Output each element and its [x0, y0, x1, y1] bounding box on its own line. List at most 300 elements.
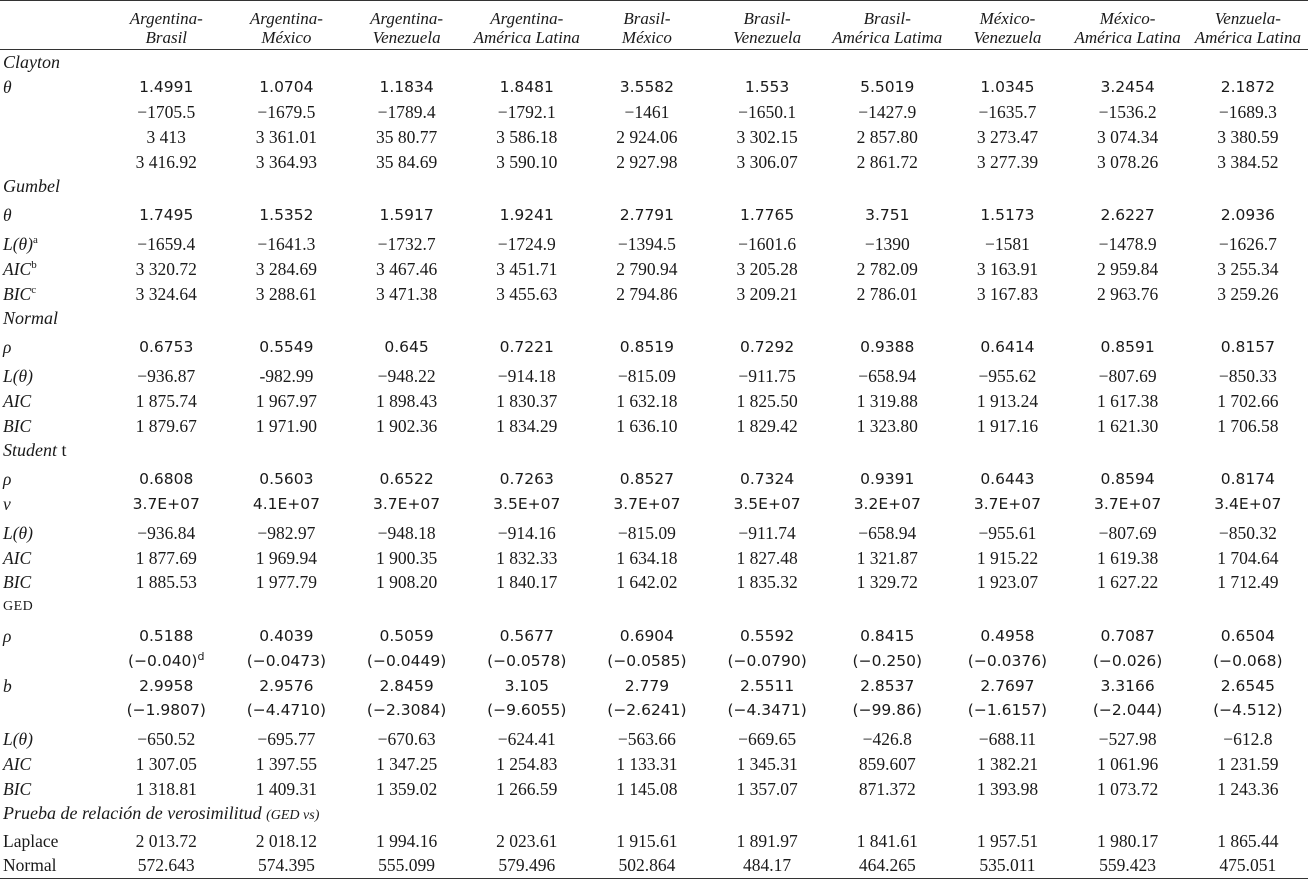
- table-cell: [587, 698, 707, 723]
- table-cell: [1068, 75, 1188, 100]
- table-cell: [226, 331, 346, 360]
- cell-value: 0.6904: [619, 626, 675, 645]
- table-cell: [226, 388, 346, 413]
- table-cell: [106, 698, 226, 723]
- table-cell: [226, 545, 346, 570]
- section-title-text: Clayton: [3, 52, 60, 73]
- table-cell: [707, 776, 827, 801]
- col-header: Brasil- México: [587, 1, 707, 50]
- section-row: [0, 438, 1308, 463]
- cell-value: 1.5352: [259, 206, 314, 225]
- cell-value: 1 835.32: [736, 572, 798, 593]
- table-cell: [587, 228, 707, 257]
- cell-value: 1 329.72: [856, 572, 918, 593]
- cell-value: 0.8174: [1220, 470, 1275, 489]
- section-row: [0, 306, 1308, 331]
- section-title: [0, 174, 1308, 199]
- cell-value: 2.779: [624, 676, 670, 695]
- table-cell: [106, 388, 226, 413]
- table-cell: [707, 828, 827, 853]
- cell-value: (−0.250): [852, 651, 922, 670]
- table-cell: [947, 124, 1067, 149]
- col-header: México- Venezuela: [947, 1, 1067, 50]
- table-cell: [587, 281, 707, 306]
- row-label: [0, 388, 106, 413]
- table-cell: [226, 281, 346, 306]
- cell-value: 3 467.46: [375, 258, 438, 279]
- cell-value: (−2.6241): [607, 701, 687, 720]
- table-cell: [226, 673, 346, 698]
- table-cell: [1068, 828, 1188, 853]
- cell-value: 1 636.10: [616, 415, 678, 436]
- table-cell: [1188, 388, 1308, 413]
- table-cell: [467, 100, 587, 125]
- table-cell: [827, 545, 947, 570]
- cell-value: 0.7263: [499, 470, 554, 489]
- cell-value: (−9.6055): [487, 701, 567, 720]
- table-cell: [947, 492, 1067, 517]
- cell-value: 3 288.61: [255, 283, 318, 304]
- cell-value: 1.5173: [980, 206, 1035, 225]
- cell-value: 572.643: [137, 855, 195, 876]
- section-title-text: Normal: [3, 308, 59, 329]
- cell-value: −563.66: [617, 729, 676, 750]
- cell-value: 555.099: [378, 855, 436, 876]
- table-cell: [587, 620, 707, 649]
- cell-value: −1679.5: [257, 101, 316, 122]
- table-cell: [226, 360, 346, 389]
- cell-value: 35 84.69: [375, 151, 438, 172]
- table-cell: [1188, 570, 1308, 595]
- cell-value: 0.6522: [379, 470, 434, 489]
- table-cell: [467, 516, 587, 545]
- table-cell: [947, 75, 1067, 100]
- table-cell: [347, 723, 467, 752]
- table-cell: [347, 75, 467, 100]
- cell-value: 1 877.69: [135, 547, 197, 568]
- table-row: [0, 388, 1308, 413]
- cell-value: 2 018.12: [255, 830, 318, 851]
- table-cell: [1068, 413, 1188, 438]
- table-row: [0, 723, 1308, 752]
- cell-value: 0.4039: [259, 626, 314, 645]
- table-cell: [947, 199, 1067, 228]
- cell-value: 1 359.02: [375, 778, 438, 799]
- row-label: [0, 492, 106, 517]
- cell-value: 0.6414: [980, 338, 1035, 357]
- table-cell: [587, 776, 707, 801]
- table-cell: [347, 360, 467, 389]
- cell-value: 0.6443: [980, 470, 1035, 489]
- section-title-suffix: t: [61, 440, 67, 461]
- cell-value: 1 712.49: [1217, 572, 1279, 593]
- row-label: [0, 75, 106, 100]
- cell-value: (−2.044): [1092, 701, 1163, 720]
- cell-value: −948.18: [377, 522, 436, 543]
- cell-value: −1635.7: [978, 101, 1037, 122]
- table-cell: [226, 752, 346, 777]
- table-cell: [707, 620, 827, 649]
- cell-value: −1641.3: [257, 233, 316, 254]
- table-cell: [226, 648, 346, 673]
- cell-value: −850.32: [1218, 522, 1277, 543]
- cell-value: 0.4958: [980, 626, 1035, 645]
- cell-value: 0.645: [384, 338, 429, 357]
- table-cell: [827, 331, 947, 360]
- table-row: [0, 149, 1308, 174]
- row-label: [0, 673, 106, 698]
- cell-value: 0.8527: [619, 470, 675, 489]
- cell-value: 1.4991: [139, 78, 194, 97]
- table-cell: [947, 388, 1067, 413]
- cell-value: 3 364.93: [255, 151, 318, 172]
- row-label-text: L(θ): [3, 522, 33, 543]
- table-cell: [827, 100, 947, 125]
- table-cell: [106, 570, 226, 595]
- cell-value: 1 829.42: [736, 415, 798, 436]
- table-cell: [467, 620, 587, 649]
- cell-value: −1626.7: [1218, 233, 1277, 254]
- table-cell: [827, 828, 947, 853]
- table-cell: [347, 673, 467, 698]
- cell-value: 2.9958: [139, 676, 194, 695]
- row-label-text: L(θ): [3, 729, 33, 750]
- table-row: [0, 752, 1308, 777]
- cell-value: 1 834.29: [496, 415, 558, 436]
- table-cell: [467, 648, 587, 673]
- table-cell: [1068, 388, 1188, 413]
- table-cell: [1068, 570, 1188, 595]
- section-title-text: GED: [3, 599, 34, 615]
- table-cell: [587, 100, 707, 125]
- col-header: Argentina- América Latina: [467, 1, 587, 50]
- table-cell: [467, 545, 587, 570]
- table-cell: [707, 673, 827, 698]
- cell-value: −1789.4: [377, 101, 436, 122]
- table-cell: [347, 776, 467, 801]
- table-cell: [1188, 516, 1308, 545]
- cell-value: 1 254.83: [496, 753, 558, 774]
- footnote-marker: b: [31, 258, 37, 271]
- table-cell: [587, 388, 707, 413]
- cell-value: 3 167.83: [976, 283, 1039, 304]
- cell-value: 3.751: [865, 206, 910, 225]
- cell-value: 1 902.36: [375, 415, 438, 436]
- table-cell: [226, 492, 346, 517]
- table-cell: [1068, 256, 1188, 281]
- table-cell: [467, 828, 587, 853]
- cell-value: 1.9241: [499, 206, 554, 225]
- cell-value: 0.7324: [739, 470, 795, 489]
- cell-value: −955.62: [978, 365, 1037, 386]
- cell-value: 579.496: [498, 855, 556, 876]
- cell-value: 2 023.61: [496, 830, 558, 851]
- table-cell: [106, 620, 226, 649]
- table-row: [0, 776, 1308, 801]
- table-cell: [827, 648, 947, 673]
- cell-value: 2 013.72: [135, 830, 197, 851]
- table-cell: [467, 570, 587, 595]
- cell-value: 2 927.98: [616, 151, 678, 172]
- table-cell: [1188, 199, 1308, 228]
- table-cell: [947, 776, 1067, 801]
- table-cell: [587, 673, 707, 698]
- cell-value: 0.8591: [1100, 338, 1155, 357]
- table-cell: [587, 570, 707, 595]
- cell-value: 3.7E+07: [1094, 494, 1162, 513]
- cell-value: −658.94: [858, 365, 917, 386]
- cell-value: 1 634.18: [616, 547, 678, 568]
- cell-value: 2.9576: [259, 676, 314, 695]
- cell-value: −807.69: [1098, 365, 1157, 386]
- cell-value: 3.2454: [1100, 78, 1155, 97]
- cell-value: 3 209.21: [736, 283, 798, 304]
- table-cell: [1188, 723, 1308, 752]
- section-row: [0, 174, 1308, 199]
- row-label: [0, 413, 106, 438]
- table-cell: [1188, 752, 1308, 777]
- table-cell: [226, 828, 346, 853]
- cell-value: 3.5E+07: [733, 494, 801, 513]
- section-title: [0, 438, 1308, 463]
- cell-value: 0.5677: [499, 626, 554, 645]
- row-label: [0, 698, 106, 723]
- cell-value: 3 273.47: [976, 126, 1039, 147]
- col-header: Brasil- Venezuela: [707, 1, 827, 50]
- row-label: [0, 199, 106, 228]
- table-cell: [106, 723, 226, 752]
- row-label: [0, 516, 106, 545]
- row-label-text: AIC: [3, 753, 32, 774]
- table-cell: [587, 463, 707, 492]
- cell-value: −669.65: [738, 729, 797, 750]
- table-cell: [347, 516, 467, 545]
- cell-value: 3 163.91: [976, 258, 1039, 279]
- table-cell: [1188, 776, 1308, 801]
- table-cell: [947, 331, 1067, 360]
- cell-value: (−4.512): [1213, 701, 1283, 720]
- table-cell: [347, 698, 467, 723]
- cell-value: 1 347.25: [375, 753, 438, 774]
- table-cell: [707, 388, 827, 413]
- row-label: [0, 124, 106, 149]
- cell-value: 2 794.86: [616, 283, 678, 304]
- table-cell: [707, 331, 827, 360]
- cell-value: 1 133.31: [616, 753, 678, 774]
- table-cell: [1188, 256, 1308, 281]
- cell-value: 1 642.02: [616, 572, 678, 593]
- table-cell: [467, 413, 587, 438]
- cell-value: 1 621.30: [1096, 415, 1159, 436]
- cell-value: 1 266.59: [496, 778, 558, 799]
- table-cell: [1068, 620, 1188, 649]
- table-cell: [1068, 100, 1188, 125]
- cell-value: 3.7E+07: [613, 494, 681, 513]
- cell-value: 3 380.59: [1217, 126, 1279, 147]
- cell-value: 3 413: [146, 126, 186, 147]
- cell-value: 1 409.31: [255, 778, 318, 799]
- table-cell: [947, 463, 1067, 492]
- cell-value: 2.8459: [379, 676, 434, 695]
- table-row: [0, 281, 1308, 306]
- table-cell: [707, 545, 827, 570]
- table-cell: [1188, 360, 1308, 389]
- row-label: [0, 828, 106, 853]
- cell-value: 1.8481: [499, 78, 554, 97]
- table-cell: [1068, 463, 1188, 492]
- table-row: [0, 413, 1308, 438]
- table-cell: [106, 648, 226, 673]
- table-cell: [467, 281, 587, 306]
- cell-value: 484.17: [743, 855, 792, 876]
- cell-value: −1689.3: [1218, 101, 1277, 122]
- cell-value: 2.0936: [1220, 206, 1275, 225]
- cell-value: 2 924.06: [616, 126, 678, 147]
- cell-value: 3.2E+07: [853, 494, 921, 513]
- table-cell: [106, 492, 226, 517]
- table-cell: [827, 463, 947, 492]
- table-cell: [106, 149, 226, 174]
- cell-value: 3.3166: [1100, 676, 1155, 695]
- cell-value: 3.5582: [619, 78, 675, 97]
- row-label-text: ρ: [3, 469, 12, 490]
- table-cell: [707, 516, 827, 545]
- table-cell: [587, 516, 707, 545]
- cell-value: 1 702.66: [1217, 390, 1279, 411]
- table-body: [0, 50, 1308, 879]
- table-cell: [707, 228, 827, 257]
- table-cell: [1188, 281, 1308, 306]
- table-cell: [347, 413, 467, 438]
- table-cell: [347, 492, 467, 517]
- table-cell: [1188, 648, 1308, 673]
- table-cell: [1068, 228, 1188, 257]
- row-label: [0, 228, 106, 257]
- cell-value: 3.5E+07: [493, 494, 561, 513]
- table-cell: [106, 752, 226, 777]
- header-corner: [0, 1, 106, 50]
- cell-value: (−0.0578): [487, 651, 567, 670]
- table-cell: [1068, 199, 1188, 228]
- cell-value: 1 875.74: [135, 390, 197, 411]
- cell-value: 464.265: [858, 855, 916, 876]
- table-cell: [467, 673, 587, 698]
- cell-value: 0.5592: [739, 626, 795, 645]
- table-cell: [226, 199, 346, 228]
- table-cell: [347, 199, 467, 228]
- row-label: [0, 149, 106, 174]
- table-cell: [707, 100, 827, 125]
- cell-value: 1 841.61: [856, 830, 918, 851]
- table-cell: [1068, 149, 1188, 174]
- table-cell: [827, 149, 947, 174]
- table-cell: [1068, 545, 1188, 570]
- cell-value: −612.8: [1223, 729, 1273, 750]
- table-cell: [467, 463, 587, 492]
- cell-value: 1 913.24: [976, 390, 1039, 411]
- cell-value: −688.11: [978, 729, 1037, 750]
- cell-value: 1 145.08: [616, 778, 678, 799]
- row-label-text: v: [3, 493, 11, 514]
- table-cell: [707, 281, 827, 306]
- cell-value: 0.5059: [379, 626, 434, 645]
- cell-value: 0.8594: [1100, 470, 1155, 489]
- table-cell: [347, 281, 467, 306]
- cell-value: 1 231.59: [1217, 753, 1279, 774]
- row-label: [0, 723, 106, 752]
- table-cell: [467, 360, 587, 389]
- cell-value: 1.5917: [379, 206, 434, 225]
- table-cell: [587, 360, 707, 389]
- table-cell: [1188, 124, 1308, 149]
- table-cell: [106, 199, 226, 228]
- row-label: [0, 545, 106, 570]
- cell-value: 2 786.01: [856, 283, 918, 304]
- table-cell: [827, 360, 947, 389]
- table-cell: [707, 199, 827, 228]
- table-cell: [106, 360, 226, 389]
- row-label-text: b: [3, 675, 12, 696]
- cell-value: (−4.3471): [727, 701, 807, 720]
- table-cell: [947, 723, 1067, 752]
- table-cell: [1188, 75, 1308, 100]
- table-row: [0, 516, 1308, 545]
- table-cell: [587, 124, 707, 149]
- cell-value: −948.22: [377, 365, 436, 386]
- table-cell: [467, 256, 587, 281]
- cell-value: −1732.7: [377, 233, 436, 254]
- cell-value: 574.395: [257, 855, 315, 876]
- cell-value: 0.6808: [139, 470, 194, 489]
- col-header: Argentina- Venezuela: [347, 1, 467, 50]
- table-cell: [587, 199, 707, 228]
- cell-value: 3 078.26: [1096, 151, 1159, 172]
- table-cell: [707, 752, 827, 777]
- row-label-text: AIC: [3, 547, 32, 568]
- cell-value: 0.8157: [1220, 338, 1275, 357]
- cell-value: 0.8519: [619, 338, 675, 357]
- cell-value: 2 861.72: [856, 151, 918, 172]
- table-cell: [947, 620, 1067, 649]
- row-label-text: θ: [3, 205, 12, 226]
- table-cell: [1188, 545, 1308, 570]
- table-cell: [226, 124, 346, 149]
- table-cell: [827, 388, 947, 413]
- cell-value: 1 397.55: [255, 753, 318, 774]
- table-cell: [827, 752, 947, 777]
- cell-value: −914.16: [497, 522, 556, 543]
- cell-value: (−0.0376): [967, 651, 1048, 670]
- cell-value: 3.105: [504, 676, 549, 695]
- cell-value: 859.607: [858, 753, 916, 774]
- cell-value: 3 324.64: [135, 283, 197, 304]
- cell-value: −1581: [985, 233, 1030, 254]
- cell-value: 1 830.37: [496, 390, 558, 411]
- cell-value: 0.7292: [739, 338, 795, 357]
- row-label: [0, 463, 106, 492]
- cell-value: −1601.6: [738, 233, 797, 254]
- table-cell: [827, 413, 947, 438]
- table-cell: [827, 620, 947, 649]
- cell-value: 1 900.35: [375, 547, 438, 568]
- row-label-text: BIC: [3, 415, 32, 436]
- section-row: [0, 801, 1308, 828]
- row-label: [0, 360, 106, 389]
- table-cell: [467, 331, 587, 360]
- table-cell: [106, 256, 226, 281]
- cell-value: 502.864: [618, 855, 676, 876]
- cell-value: −955.61: [978, 522, 1037, 543]
